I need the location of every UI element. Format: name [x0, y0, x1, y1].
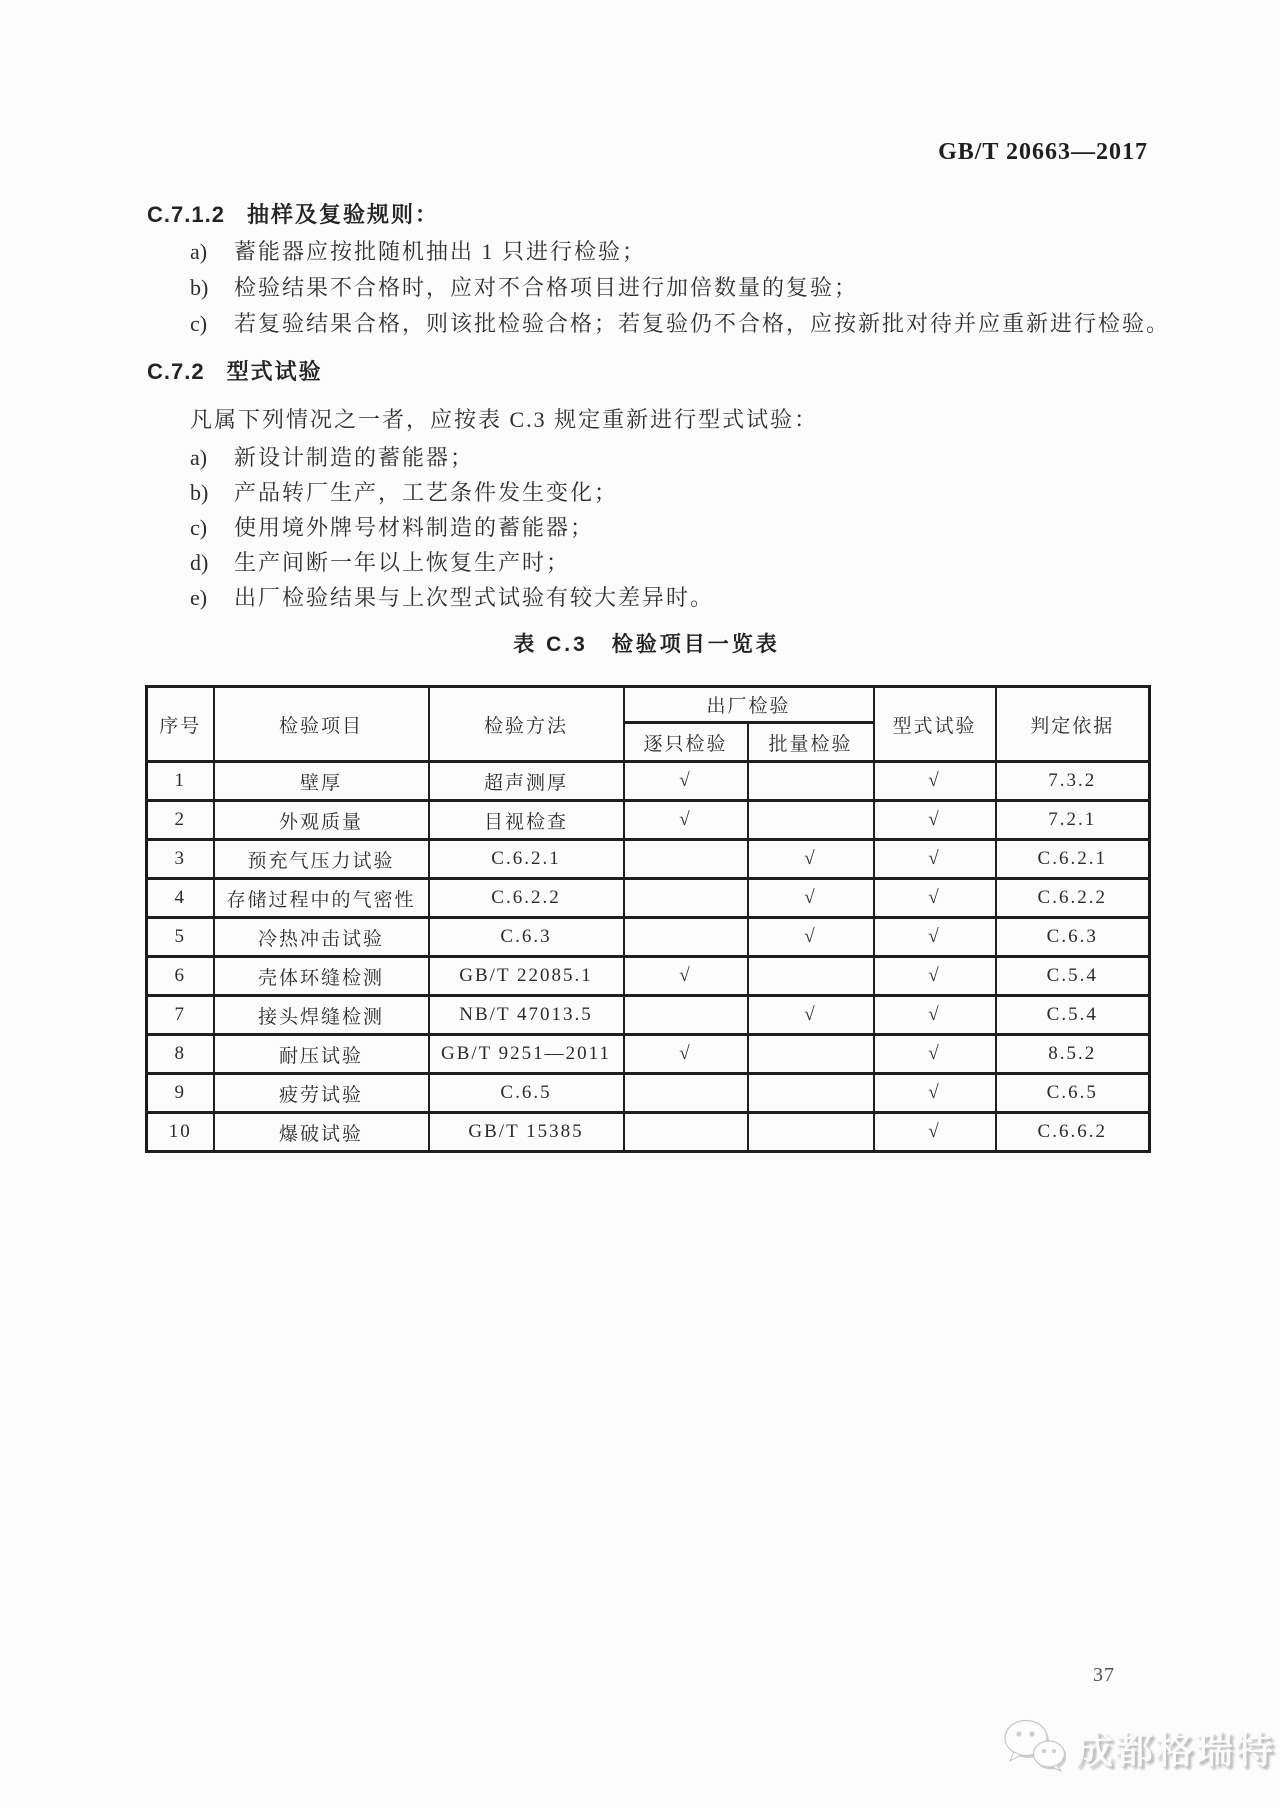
header-batch: 批量检验	[748, 723, 874, 762]
cell-batch-check	[748, 1113, 874, 1152]
list-item-text: 出厂检验结果与上次型式试验有较大差异时。	[234, 585, 715, 610]
cell-basis: C.6.2.2	[996, 879, 1150, 918]
list-item-text: 检验结果不合格时，应对不合格项目进行加倍数量的复验；	[234, 275, 859, 300]
cell-seq: 4	[147, 879, 214, 918]
cell-method: 超声测厚	[429, 762, 624, 801]
cell-basis: 7.2.1	[996, 801, 1150, 840]
cell-method: C.6.2.1	[429, 840, 624, 879]
table-row	[147, 1035, 1150, 1074]
header-basis: 判定依据	[996, 687, 1150, 762]
cell-type-test-check: √	[874, 762, 996, 801]
list-item-label: c)	[190, 515, 208, 540]
section-title: 抽样及复验规则：	[246, 202, 439, 227]
list-item-text: 产品转厂生产，工艺条件发生变化；	[234, 480, 619, 505]
watermark-text: 成都格瑞特	[1076, 1729, 1276, 1771]
cell-type-test-check: √	[874, 1113, 996, 1152]
cell-method: GB/T 9251—2011	[429, 1035, 624, 1074]
cell-per-unit-check	[624, 840, 748, 879]
cell-method: GB/T 15385	[429, 1113, 624, 1152]
cell-batch-check: √	[748, 840, 874, 879]
section-title: 型式试验	[226, 359, 323, 384]
section-number: C.7.1.2	[147, 202, 225, 227]
list-item	[190, 478, 618, 508]
cell-batch-check	[748, 801, 874, 840]
cell-basis: 7.3.2	[996, 762, 1150, 801]
list-item-text: 若复验结果合格，则该批检验合格；若复验仍不合格，应按新批对待并应重新进行检验。	[234, 311, 1171, 336]
table-row	[147, 996, 1150, 1035]
inspection-items-table	[145, 685, 1151, 1153]
list-item	[190, 443, 474, 473]
list-item	[190, 548, 570, 578]
cell-item: 耐压试验	[214, 1035, 429, 1074]
cell-basis: C.5.4	[996, 957, 1150, 996]
list-item	[190, 309, 1170, 339]
cell-item: 冷热冲击试验	[214, 918, 429, 957]
section-heading-c712	[147, 200, 439, 230]
cell-batch-check: √	[748, 879, 874, 918]
header-seq: 序号	[147, 687, 214, 762]
list-item-label: d)	[190, 550, 209, 575]
list-item-text: 新设计制造的蓄能器；	[234, 445, 475, 470]
cell-per-unit-check	[624, 918, 748, 957]
cell-method: C.6.2.2	[429, 879, 624, 918]
cell-type-test-check: √	[874, 840, 996, 879]
cell-seq: 7	[147, 996, 214, 1035]
list-item-label: a)	[190, 445, 208, 470]
cell-per-unit-check: √	[624, 762, 748, 801]
cell-seq: 9	[147, 1074, 214, 1113]
cell-type-test-check: √	[874, 918, 996, 957]
cell-per-unit-check	[624, 996, 748, 1035]
cell-seq: 1	[147, 762, 214, 801]
cell-item: 存储过程中的气密性	[214, 879, 429, 918]
cell-type-test-check: √	[874, 879, 996, 918]
cell-method: 目视检查	[429, 801, 624, 840]
cell-item: 接头焊缝检测	[214, 996, 429, 1035]
cell-type-test-check: √	[874, 957, 996, 996]
standard-code: GB/T 20663—2017	[938, 139, 1148, 165]
cell-seq: 8	[147, 1035, 214, 1074]
header-per-unit: 逐只检验	[624, 723, 748, 762]
cell-basis: C.6.5	[996, 1074, 1150, 1113]
cell-basis: C.6.2.1	[996, 840, 1150, 879]
cell-batch-check	[748, 762, 874, 801]
watermark	[1002, 1716, 1276, 1777]
section-heading-c72	[147, 357, 323, 387]
list-item	[190, 513, 594, 543]
cell-per-unit-check: √	[624, 801, 748, 840]
cell-per-unit-check: √	[624, 957, 748, 996]
page-number: 37	[1093, 1664, 1115, 1686]
list-item-label: b)	[190, 275, 209, 300]
table-row	[147, 918, 1150, 957]
cell-batch-check	[748, 1035, 874, 1074]
cell-seq: 6	[147, 957, 214, 996]
cell-batch-check: √	[748, 996, 874, 1035]
section-intro: 凡属下列情况之一者，应按表 C.3 规定重新进行型式试验：	[190, 407, 819, 432]
list-item-label: a)	[190, 239, 208, 264]
cell-batch-check	[748, 1074, 874, 1113]
header-item: 检验项目	[214, 687, 429, 762]
cell-method: C.6.3	[429, 918, 624, 957]
cell-item: 预充气压力试验	[214, 840, 429, 879]
table-row	[147, 1113, 1150, 1152]
cell-item: 爆破试验	[214, 1113, 429, 1152]
cell-per-unit-check	[624, 879, 748, 918]
cell-item: 壁厚	[214, 762, 429, 801]
cell-type-test-check: √	[874, 1035, 996, 1074]
table-row	[147, 879, 1150, 918]
list-item	[190, 583, 714, 613]
cell-method: C.6.5	[429, 1074, 624, 1113]
cell-basis: C.5.4	[996, 996, 1150, 1035]
header-type-test: 型式试验	[874, 687, 996, 762]
cell-batch-check: √	[748, 918, 874, 957]
table-row	[147, 840, 1150, 879]
list-item-text: 使用境外牌号材料制造的蓄能器；	[234, 515, 595, 540]
cell-seq: 2	[147, 801, 214, 840]
cell-item: 壳体环缝检测	[214, 957, 429, 996]
cell-basis: C.6.6.2	[996, 1113, 1150, 1152]
table-row	[147, 1074, 1150, 1113]
wechat-bubbles-icon	[1002, 1716, 1066, 1777]
list-item	[190, 237, 646, 267]
cell-per-unit-check	[624, 1074, 748, 1113]
list-item-label: c)	[190, 311, 208, 336]
cell-basis: C.6.3	[996, 918, 1150, 957]
header-factory-inspection: 出厂检验	[624, 687, 874, 723]
cell-per-unit-check	[624, 1113, 748, 1152]
table-row	[147, 762, 1150, 801]
list-item-text: 蓄能器应按批随机抽出 1 只进行检验；	[234, 239, 647, 264]
list-item	[190, 273, 858, 303]
cell-method: GB/T 22085.1	[429, 957, 624, 996]
table-row	[147, 801, 1150, 840]
cell-type-test-check: √	[874, 996, 996, 1035]
cell-type-test-check: √	[874, 1074, 996, 1113]
cell-type-test-check: √	[874, 801, 996, 840]
cell-item: 疲劳试验	[214, 1074, 429, 1113]
header-method: 检验方法	[429, 687, 624, 762]
cell-basis: 8.5.2	[996, 1035, 1150, 1074]
table-title: 表 C.3 检验项目一览表	[513, 633, 780, 656]
list-item-text: 生产间断一年以上恢复生产时；	[234, 550, 571, 575]
cell-per-unit-check: √	[624, 1035, 748, 1074]
cell-seq: 5	[147, 918, 214, 957]
cell-batch-check	[748, 957, 874, 996]
section-number: C.7.2	[147, 359, 205, 384]
cell-method: NB/T 47013.5	[429, 996, 624, 1035]
table-row	[147, 957, 1150, 996]
list-item-label: e)	[190, 585, 208, 610]
cell-seq: 3	[147, 840, 214, 879]
cell-item: 外观质量	[214, 801, 429, 840]
table-header-row	[147, 687, 1150, 723]
cell-seq: 10	[147, 1113, 214, 1152]
list-item-label: b)	[190, 480, 209, 505]
